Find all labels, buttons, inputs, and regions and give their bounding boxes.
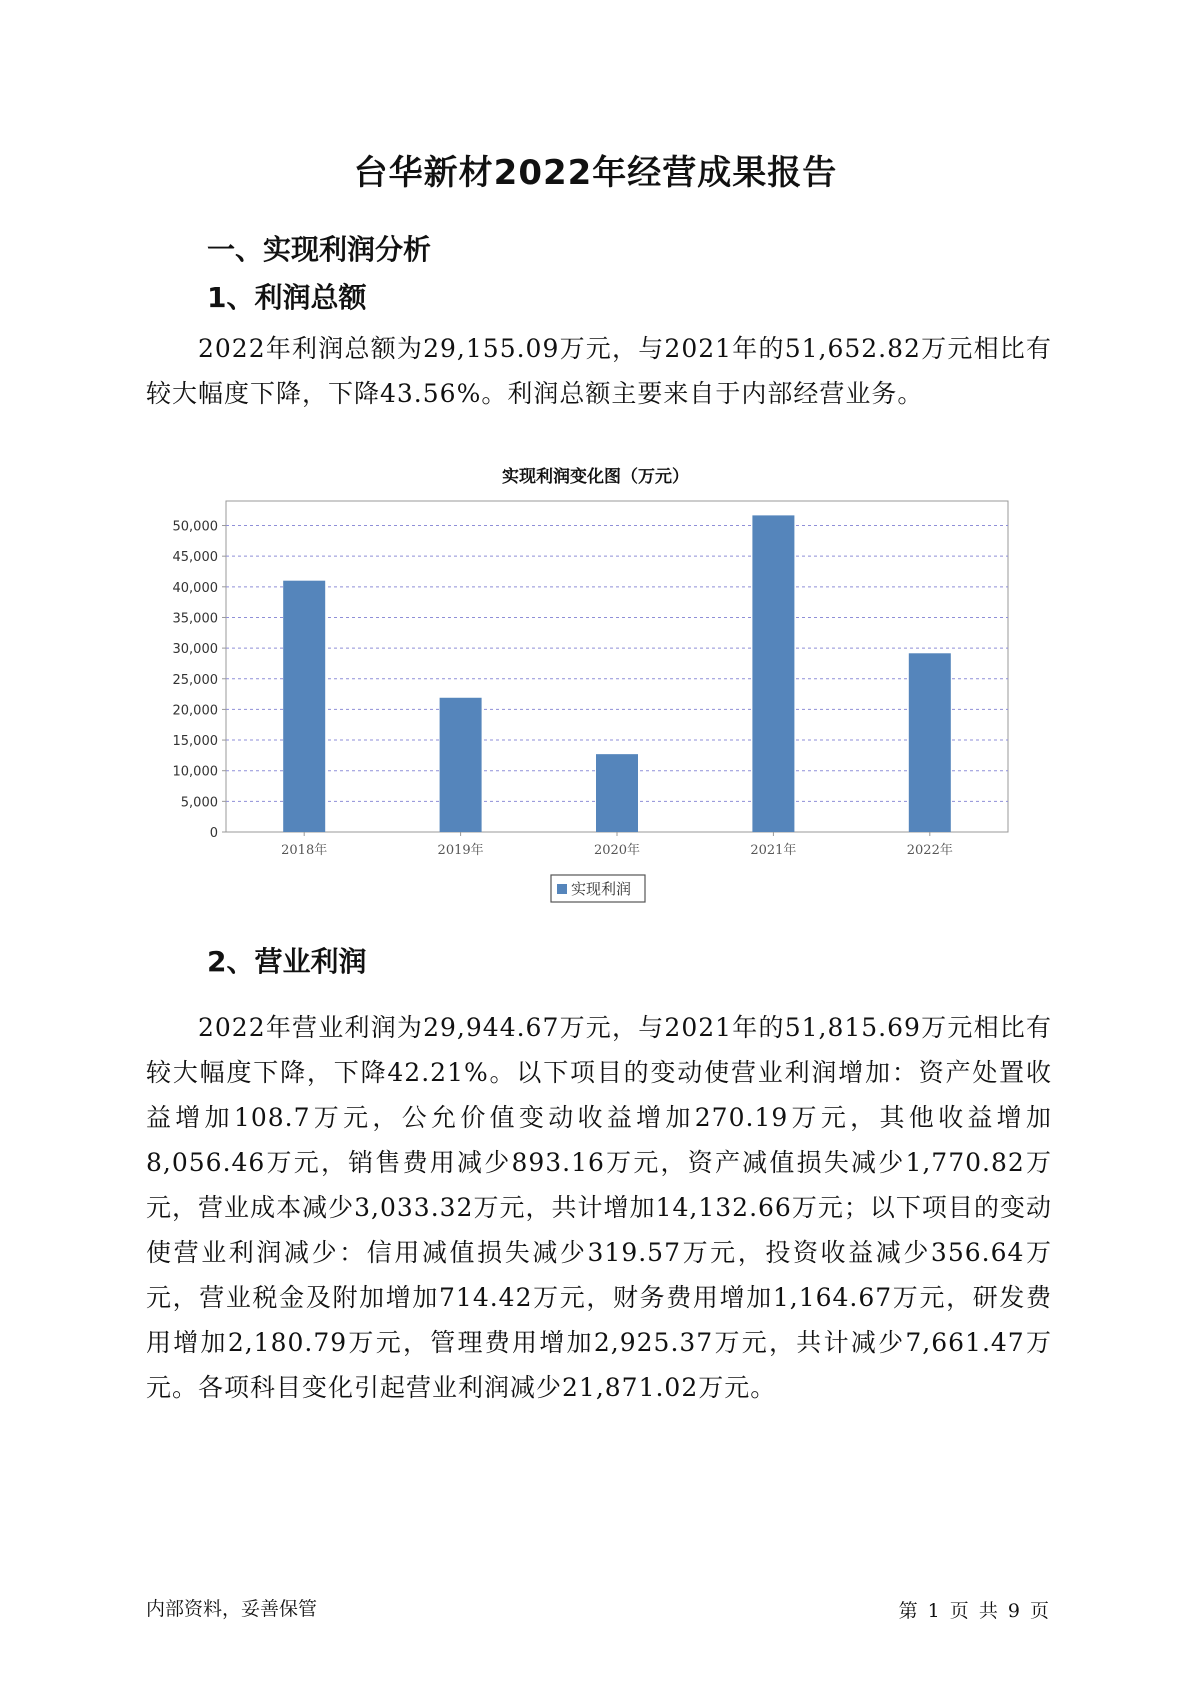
y-tick-label: 50,000 bbox=[172, 519, 218, 535]
footer-page-number: 第 1 页 共 9 页 bbox=[898, 1600, 1051, 1622]
x-tick-label: 2020年 bbox=[593, 843, 641, 858]
y-tick-label: 30,000 bbox=[172, 642, 218, 658]
bar-2022年 bbox=[909, 653, 951, 832]
bar-2020年 bbox=[596, 754, 638, 832]
y-tick-label: 15,000 bbox=[172, 734, 218, 750]
x-tick-label: 2019年 bbox=[437, 843, 484, 858]
y-tick-label: 40,000 bbox=[172, 580, 218, 596]
y-tick-label: 20,000 bbox=[172, 703, 218, 719]
legend-swatch bbox=[557, 884, 567, 894]
footer-confidential-note: 内部资料，妥善保管 bbox=[146, 1598, 318, 1620]
chart-legend bbox=[551, 875, 645, 902]
y-tick-label: 5,000 bbox=[180, 795, 218, 811]
subsection-heading-total-profit: 1、利润总额 bbox=[207, 281, 367, 314]
bar-2019年 bbox=[440, 698, 482, 832]
subsection-heading-operating-profit: 2、营业利润 bbox=[207, 945, 367, 978]
x-tick-label: 2021年 bbox=[750, 843, 797, 858]
x-tick-label: 2018年 bbox=[281, 843, 328, 858]
bar-2021年 bbox=[752, 515, 794, 832]
x-tick-label: 2022年 bbox=[906, 843, 953, 858]
total-profit-paragraph: 2022年利润总额为29,155.09万元，与2021年的51,652.82万元相比有较大幅度下降，下降43.56%。利润总额主要来自于内部经营业务。 bbox=[146, 334, 1052, 408]
y-tick-label: 35,000 bbox=[172, 611, 218, 627]
operating-profit-paragraph: 2022年营业利润为29,944.67万元，与2021年的51,815.69万元相比有较大幅度下降，下降42.21%。以下项目的变动使营业利润增加：资产处置收益增加108.7万元，公允价值变动收益增加270.19万元，其他收益增加8,056.46万元，销售费用减少893.16万元，资产减值损失减少1,770.82万元，营业成本减少3,033.32万元，共计增加14,132.66万元；以下项目的变动使营业利润减少：信用减值损失减少319.57万元，投资收益减少356.64万元，营业税金及附加增加714.42万元，财务费用增加1,164.67万元，研发费用增加2,180.79万元，管理费用增加2,925.37万元，共计减少7,661.47万元。各项科目变化引起营业利润减少21,871.02万元。 bbox=[146, 1013, 1052, 1402]
legend-label-实现利润: 实现利润 bbox=[571, 880, 632, 898]
chart-y-axis bbox=[173, 520, 227, 841]
document-title: 台华新材2022年经营成果报告 bbox=[353, 153, 838, 193]
y-tick-label: 0 bbox=[209, 826, 218, 841]
y-tick-label: 45,000 bbox=[172, 550, 218, 566]
chart-title: 实现利润变化图（万元） bbox=[502, 467, 689, 487]
y-tick-label: 10,000 bbox=[172, 764, 218, 780]
chart-x-axis bbox=[281, 832, 953, 858]
section-heading-profit-analysis: 一、实现利润分析 bbox=[207, 233, 432, 266]
bar-2018年 bbox=[283, 581, 325, 832]
y-tick-label: 25,000 bbox=[172, 672, 218, 688]
